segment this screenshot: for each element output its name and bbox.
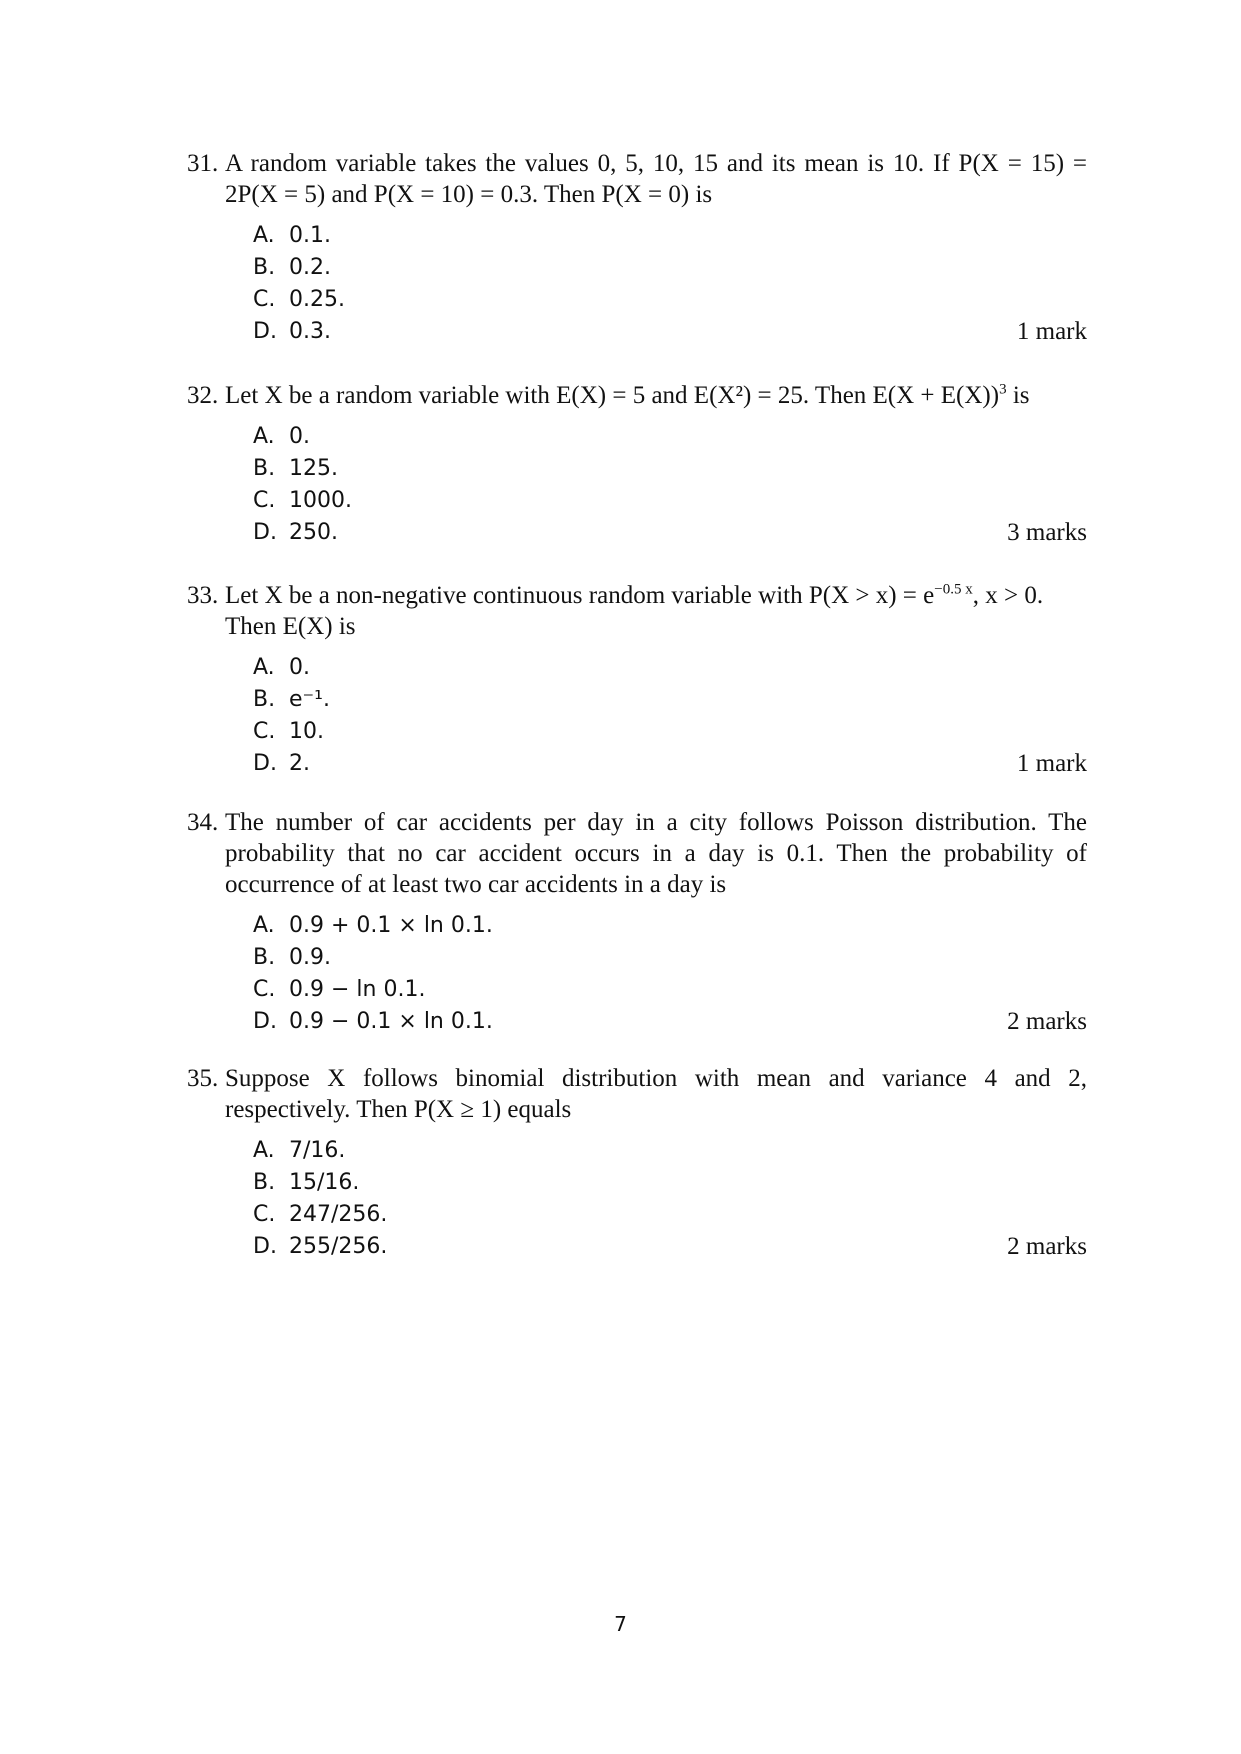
option-c[interactable]: C. 0.9 − ln 0.1. xyxy=(253,977,426,1002)
question-33 xyxy=(187,580,1087,780)
option-d[interactable]: D. 255/256. 2 marks xyxy=(253,1231,1087,1263)
question-text xyxy=(225,807,1087,900)
question-line: Suppose X follows binomial distribution with mean and variance 4 and 2, xyxy=(225,1065,1087,1092)
question-line: 2P(X = 5) and P(X = 10) = 0.3. Then P(X = 0) is xyxy=(225,181,713,208)
options-list xyxy=(253,220,1087,348)
marks-label: 1 mark xyxy=(1016,750,1087,777)
marks-label: 2 marks xyxy=(1007,1233,1087,1260)
question-number: 34. xyxy=(187,809,219,836)
question-number: 31. xyxy=(187,150,219,177)
question-text xyxy=(225,1063,1087,1125)
option-b[interactable]: B. 0.2. xyxy=(253,255,331,280)
question-number: 33. xyxy=(187,582,219,609)
option-b[interactable]: B. 125. xyxy=(253,456,338,481)
option-c[interactable]: C. 247/256. xyxy=(253,1202,388,1227)
option-c[interactable]: C. 1000. xyxy=(253,488,352,513)
option-c[interactable]: C. 10. xyxy=(253,719,324,744)
question-34 xyxy=(187,807,1087,1038)
question-text xyxy=(225,380,1087,411)
question-line: probability that no car accident occurs in a day is 0.1. Then the probability of xyxy=(225,840,1087,867)
option-d[interactable]: D. 2. 1 mark xyxy=(253,748,1087,780)
marks-label: 2 marks xyxy=(1007,1008,1087,1035)
options-list xyxy=(253,652,1087,780)
question-line: The number of car accidents per day in a city follows Poisson distribution. The xyxy=(225,809,1087,836)
options-list xyxy=(253,910,1087,1038)
option-b[interactable]: B. 0.9. xyxy=(253,945,331,970)
option-a[interactable]: A. 0.9 + 0.1 × ln 0.1. xyxy=(253,913,493,938)
option-b[interactable]: B. 15/16. xyxy=(253,1170,360,1195)
question-31 xyxy=(187,148,1087,348)
question-32 xyxy=(187,380,1087,549)
question-line: Then E(X) is xyxy=(225,613,356,640)
option-d[interactable]: D. 0.9 − 0.1 × ln 0.1. 2 marks xyxy=(253,1006,1087,1038)
question-line: Let X be a non-negative continuous random variable with $P(X > x) = e^{-0.5 x}$, x > 0. xyxy=(225,581,1044,609)
option-a[interactable]: A. 0.1. xyxy=(253,223,331,248)
question-text xyxy=(225,580,1087,642)
options-list xyxy=(253,1135,1087,1263)
option-d[interactable]: D. 0.3. 1 mark xyxy=(253,316,1087,348)
question-line: respectively. Then P(X ≥ 1) equals xyxy=(225,1096,572,1123)
question-line: A random variable takes the values 0, 5, 10, 15 and its mean is 10. If P(X = 15) = xyxy=(225,150,1087,177)
page-number: 7 xyxy=(614,1612,627,1636)
options-list xyxy=(253,421,1087,549)
option-c[interactable]: C. 0.25. xyxy=(253,287,345,312)
option-a[interactable]: A. 0. xyxy=(253,655,310,680)
question-line: occurrence of at least two car accidents in a day is xyxy=(225,871,727,898)
question-text xyxy=(225,148,1087,210)
option-b[interactable]: B. e⁻¹. xyxy=(253,687,330,712)
option-a[interactable]: A. 7/16. xyxy=(253,1138,346,1163)
question-line: Let X be a random variable with E(X) = 5 and E(X²) = 25. Then $E(X + E(X))^3$ is xyxy=(225,381,1030,409)
question-number: 35. xyxy=(187,1065,219,1092)
question-35 xyxy=(187,1063,1087,1263)
marks-label: 3 marks xyxy=(1007,519,1087,546)
option-d[interactable]: D. 250. 3 marks xyxy=(253,517,1087,549)
question-number: 32. xyxy=(187,382,219,409)
option-a[interactable]: A. 0. xyxy=(253,424,310,449)
marks-label: 1 mark xyxy=(1016,318,1087,345)
